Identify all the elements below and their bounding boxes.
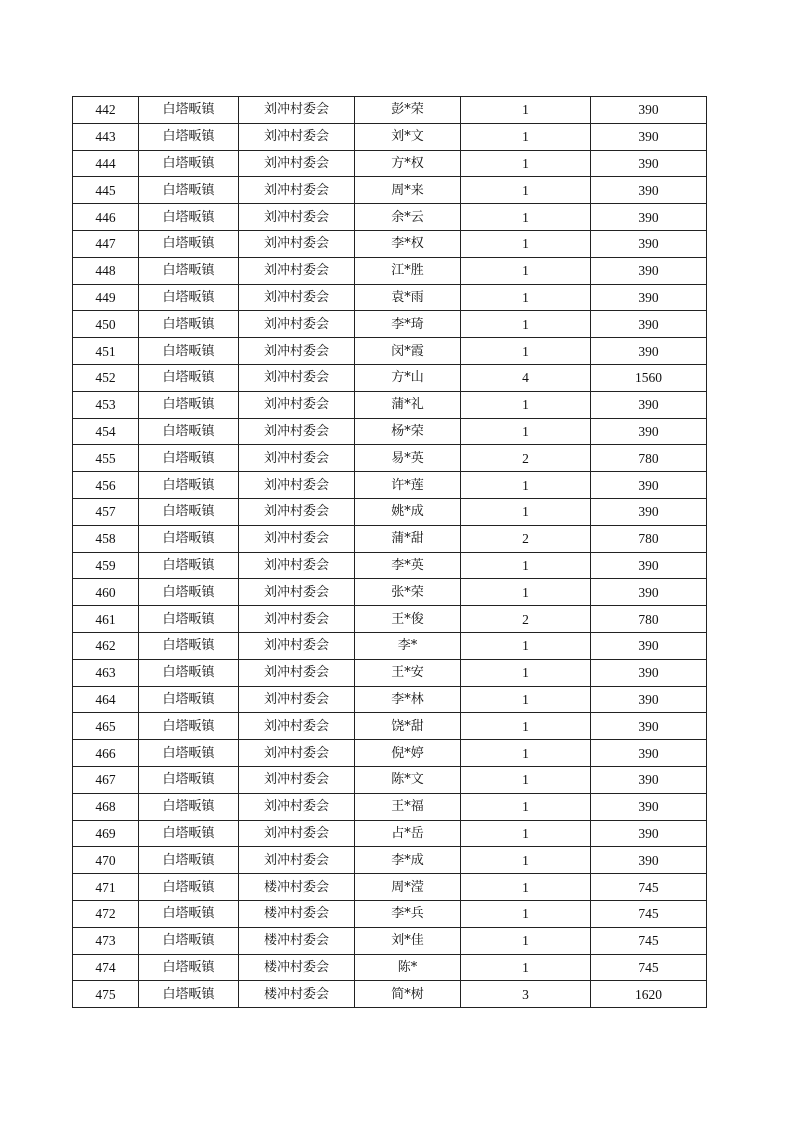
table-row (73, 820, 707, 847)
town-cell: 白塔畈镇 (139, 257, 239, 284)
town-cell: 白塔畈镇 (139, 740, 239, 767)
town-cell: 白塔畈镇 (139, 713, 239, 740)
amount-cell: 390 (591, 311, 707, 338)
row-number-cell: 457 (73, 498, 139, 525)
count-cell: 3 (461, 981, 591, 1008)
amount-cell: 390 (591, 204, 707, 231)
village-committee-cell: 刘冲村委会 (239, 659, 355, 686)
row-number-cell: 474 (73, 954, 139, 981)
amount-cell: 390 (591, 713, 707, 740)
count-cell: 1 (461, 391, 591, 418)
town-cell: 白塔畈镇 (139, 606, 239, 633)
table-row (73, 123, 707, 150)
table-row (73, 525, 707, 552)
amount-cell: 780 (591, 525, 707, 552)
village-committee-cell: 刘冲村委会 (239, 606, 355, 633)
row-number-cell: 454 (73, 418, 139, 445)
town-cell: 白塔畈镇 (139, 579, 239, 606)
village-committee-cell: 刘冲村委会 (239, 123, 355, 150)
village-committee-cell: 刘冲村委会 (239, 204, 355, 231)
table-row (73, 552, 707, 579)
row-number-cell: 443 (73, 123, 139, 150)
row-number-cell: 464 (73, 686, 139, 713)
amount-cell: 390 (591, 659, 707, 686)
row-number-cell: 448 (73, 257, 139, 284)
count-cell: 1 (461, 284, 591, 311)
town-cell: 白塔畈镇 (139, 981, 239, 1008)
count-cell: 1 (461, 418, 591, 445)
village-committee-cell: 刘冲村委会 (239, 150, 355, 177)
row-number-cell: 460 (73, 579, 139, 606)
row-number-cell: 446 (73, 204, 139, 231)
table-row (73, 713, 707, 740)
count-cell: 1 (461, 498, 591, 525)
town-cell: 白塔畈镇 (139, 418, 239, 445)
row-number-cell: 473 (73, 927, 139, 954)
count-cell: 2 (461, 606, 591, 633)
amount-cell: 390 (591, 338, 707, 365)
village-committee-cell: 刘冲村委会 (239, 793, 355, 820)
village-committee-cell: 刘冲村委会 (239, 686, 355, 713)
amount-cell: 390 (591, 150, 707, 177)
town-cell: 白塔畈镇 (139, 954, 239, 981)
table-row (73, 927, 707, 954)
table-row (73, 740, 707, 767)
town-cell: 白塔畈镇 (139, 177, 239, 204)
amount-cell: 390 (591, 257, 707, 284)
person-name-cell: 占*岳 (355, 820, 461, 847)
town-cell: 白塔畈镇 (139, 97, 239, 124)
amount-cell: 390 (591, 284, 707, 311)
town-cell: 白塔畈镇 (139, 364, 239, 391)
count-cell: 1 (461, 472, 591, 499)
table-row (73, 257, 707, 284)
row-number-cell: 467 (73, 766, 139, 793)
row-number-cell: 445 (73, 177, 139, 204)
amount-cell: 390 (591, 230, 707, 257)
town-cell: 白塔畈镇 (139, 900, 239, 927)
count-cell: 1 (461, 874, 591, 901)
person-name-cell: 王*福 (355, 793, 461, 820)
village-committee-cell: 楼冲村委会 (239, 954, 355, 981)
town-cell: 白塔畈镇 (139, 338, 239, 365)
table-row (73, 766, 707, 793)
person-name-cell: 周*来 (355, 177, 461, 204)
village-committee-cell: 楼冲村委会 (239, 900, 355, 927)
table-row (73, 686, 707, 713)
row-number-cell: 459 (73, 552, 139, 579)
village-committee-cell: 刘冲村委会 (239, 579, 355, 606)
count-cell: 1 (461, 900, 591, 927)
amount-cell: 780 (591, 445, 707, 472)
table-row (73, 364, 707, 391)
person-name-cell: 姚*成 (355, 498, 461, 525)
row-number-cell: 456 (73, 472, 139, 499)
person-name-cell: 杨*荣 (355, 418, 461, 445)
amount-cell: 390 (591, 740, 707, 767)
village-committee-cell: 刘冲村委会 (239, 847, 355, 874)
table-row (73, 659, 707, 686)
count-cell: 1 (461, 740, 591, 767)
person-name-cell: 周*滢 (355, 874, 461, 901)
amount-cell: 1620 (591, 981, 707, 1008)
town-cell: 白塔畈镇 (139, 552, 239, 579)
row-number-cell: 458 (73, 525, 139, 552)
table-row (73, 150, 707, 177)
town-cell: 白塔畈镇 (139, 525, 239, 552)
amount-cell: 390 (591, 498, 707, 525)
town-cell: 白塔畈镇 (139, 391, 239, 418)
person-name-cell: 简*树 (355, 981, 461, 1008)
person-name-cell: 陈*文 (355, 766, 461, 793)
village-committee-cell: 刘冲村委会 (239, 311, 355, 338)
row-number-cell: 466 (73, 740, 139, 767)
table-row (73, 97, 707, 124)
amount-cell: 390 (591, 177, 707, 204)
count-cell: 1 (461, 686, 591, 713)
row-number-cell: 463 (73, 659, 139, 686)
person-name-cell: 刘*佳 (355, 927, 461, 954)
row-number-cell: 469 (73, 820, 139, 847)
person-name-cell: 江*胜 (355, 257, 461, 284)
table-row (73, 900, 707, 927)
count-cell: 1 (461, 311, 591, 338)
town-cell: 白塔畈镇 (139, 793, 239, 820)
amount-cell: 390 (591, 418, 707, 445)
person-name-cell: 袁*雨 (355, 284, 461, 311)
table-row (73, 954, 707, 981)
town-cell: 白塔畈镇 (139, 847, 239, 874)
table-row (73, 338, 707, 365)
table-row (73, 793, 707, 820)
count-cell: 1 (461, 338, 591, 365)
amount-cell: 390 (591, 820, 707, 847)
village-committee-cell: 楼冲村委会 (239, 874, 355, 901)
person-name-cell: 刘*文 (355, 123, 461, 150)
count-cell: 1 (461, 230, 591, 257)
person-name-cell: 李*权 (355, 230, 461, 257)
table-row (73, 498, 707, 525)
count-cell: 1 (461, 632, 591, 659)
amount-cell: 390 (591, 579, 707, 606)
table-row (73, 981, 707, 1008)
village-committee-cell: 刘冲村委会 (239, 177, 355, 204)
person-name-cell: 余*云 (355, 204, 461, 231)
amount-cell: 1560 (591, 364, 707, 391)
table-row (73, 391, 707, 418)
table-row (73, 204, 707, 231)
village-committee-cell: 刘冲村委会 (239, 525, 355, 552)
table-row (73, 418, 707, 445)
row-number-cell: 455 (73, 445, 139, 472)
row-number-cell: 451 (73, 338, 139, 365)
table-row (73, 632, 707, 659)
amount-cell: 390 (591, 766, 707, 793)
amount-cell: 390 (591, 632, 707, 659)
amount-cell: 745 (591, 874, 707, 901)
amount-cell: 745 (591, 900, 707, 927)
amount-cell: 780 (591, 606, 707, 633)
count-cell: 1 (461, 713, 591, 740)
town-cell: 白塔畈镇 (139, 445, 239, 472)
village-committee-cell: 刘冲村委会 (239, 418, 355, 445)
person-name-cell: 饶*甜 (355, 713, 461, 740)
town-cell: 白塔畈镇 (139, 632, 239, 659)
person-name-cell: 李*兵 (355, 900, 461, 927)
count-cell: 1 (461, 97, 591, 124)
table-body (73, 97, 707, 1008)
amount-cell: 390 (591, 391, 707, 418)
person-name-cell: 王*俊 (355, 606, 461, 633)
town-cell: 白塔畈镇 (139, 686, 239, 713)
amount-cell: 745 (591, 927, 707, 954)
person-name-cell: 方*山 (355, 364, 461, 391)
town-cell: 白塔畈镇 (139, 820, 239, 847)
count-cell: 1 (461, 552, 591, 579)
count-cell: 1 (461, 150, 591, 177)
count-cell: 1 (461, 659, 591, 686)
row-number-cell: 465 (73, 713, 139, 740)
village-committee-cell: 刘冲村委会 (239, 766, 355, 793)
person-name-cell: 李* (355, 632, 461, 659)
village-committee-cell: 刘冲村委会 (239, 632, 355, 659)
table-row (73, 874, 707, 901)
amount-cell: 390 (591, 793, 707, 820)
village-committee-cell: 刘冲村委会 (239, 364, 355, 391)
person-name-cell: 张*荣 (355, 579, 461, 606)
person-name-cell: 李*成 (355, 847, 461, 874)
row-number-cell: 461 (73, 606, 139, 633)
person-name-cell: 王*安 (355, 659, 461, 686)
amount-cell: 390 (591, 123, 707, 150)
row-number-cell: 447 (73, 230, 139, 257)
count-cell: 1 (461, 123, 591, 150)
table-row (73, 284, 707, 311)
table-row (73, 606, 707, 633)
table-row (73, 445, 707, 472)
town-cell: 白塔畈镇 (139, 311, 239, 338)
village-committee-cell: 楼冲村委会 (239, 981, 355, 1008)
count-cell: 4 (461, 364, 591, 391)
row-number-cell: 449 (73, 284, 139, 311)
count-cell: 1 (461, 820, 591, 847)
person-name-cell: 易*英 (355, 445, 461, 472)
table-row (73, 472, 707, 499)
amount-cell: 390 (591, 552, 707, 579)
amount-cell: 390 (591, 847, 707, 874)
village-committee-cell: 刘冲村委会 (239, 552, 355, 579)
town-cell: 白塔畈镇 (139, 927, 239, 954)
town-cell: 白塔畈镇 (139, 766, 239, 793)
town-cell: 白塔畈镇 (139, 472, 239, 499)
table-row (73, 311, 707, 338)
table-row (73, 177, 707, 204)
village-committee-cell: 刘冲村委会 (239, 230, 355, 257)
town-cell: 白塔畈镇 (139, 659, 239, 686)
beneficiary-table (72, 96, 707, 1008)
row-number-cell: 472 (73, 900, 139, 927)
village-committee-cell: 刘冲村委会 (239, 472, 355, 499)
person-name-cell: 倪*婷 (355, 740, 461, 767)
row-number-cell: 471 (73, 874, 139, 901)
count-cell: 2 (461, 445, 591, 472)
count-cell: 1 (461, 847, 591, 874)
count-cell: 1 (461, 954, 591, 981)
count-cell: 1 (461, 579, 591, 606)
row-number-cell: 462 (73, 632, 139, 659)
village-committee-cell: 刘冲村委会 (239, 284, 355, 311)
row-number-cell: 468 (73, 793, 139, 820)
person-name-cell: 李*琦 (355, 311, 461, 338)
row-number-cell: 453 (73, 391, 139, 418)
person-name-cell: 蒲*礼 (355, 391, 461, 418)
town-cell: 白塔畈镇 (139, 123, 239, 150)
amount-cell: 390 (591, 97, 707, 124)
amount-cell: 390 (591, 686, 707, 713)
count-cell: 1 (461, 793, 591, 820)
count-cell: 1 (461, 927, 591, 954)
person-name-cell: 蒲*甜 (355, 525, 461, 552)
village-committee-cell: 刘冲村委会 (239, 97, 355, 124)
row-number-cell: 452 (73, 364, 139, 391)
count-cell: 1 (461, 257, 591, 284)
village-committee-cell: 刘冲村委会 (239, 713, 355, 740)
row-number-cell: 444 (73, 150, 139, 177)
town-cell: 白塔畈镇 (139, 874, 239, 901)
village-committee-cell: 刘冲村委会 (239, 445, 355, 472)
count-cell: 1 (461, 204, 591, 231)
town-cell: 白塔畈镇 (139, 284, 239, 311)
person-name-cell: 许*莲 (355, 472, 461, 499)
village-committee-cell: 刘冲村委会 (239, 391, 355, 418)
person-name-cell: 闵*霞 (355, 338, 461, 365)
person-name-cell: 李*林 (355, 686, 461, 713)
amount-cell: 745 (591, 954, 707, 981)
village-committee-cell: 刘冲村委会 (239, 740, 355, 767)
person-name-cell: 李*英 (355, 552, 461, 579)
table-row (73, 579, 707, 606)
town-cell: 白塔畈镇 (139, 204, 239, 231)
count-cell: 1 (461, 177, 591, 204)
town-cell: 白塔畈镇 (139, 230, 239, 257)
village-committee-cell: 刘冲村委会 (239, 498, 355, 525)
row-number-cell: 475 (73, 981, 139, 1008)
village-committee-cell: 刘冲村委会 (239, 257, 355, 284)
town-cell: 白塔畈镇 (139, 150, 239, 177)
count-cell: 1 (461, 766, 591, 793)
village-committee-cell: 刘冲村委会 (239, 338, 355, 365)
village-committee-cell: 刘冲村委会 (239, 820, 355, 847)
amount-cell: 390 (591, 472, 707, 499)
person-name-cell: 陈* (355, 954, 461, 981)
row-number-cell: 470 (73, 847, 139, 874)
row-number-cell: 450 (73, 311, 139, 338)
person-name-cell: 彭*荣 (355, 97, 461, 124)
table-row (73, 230, 707, 257)
row-number-cell: 442 (73, 97, 139, 124)
count-cell: 2 (461, 525, 591, 552)
person-name-cell: 方*权 (355, 150, 461, 177)
town-cell: 白塔畈镇 (139, 498, 239, 525)
village-committee-cell: 楼冲村委会 (239, 927, 355, 954)
table-row (73, 847, 707, 874)
